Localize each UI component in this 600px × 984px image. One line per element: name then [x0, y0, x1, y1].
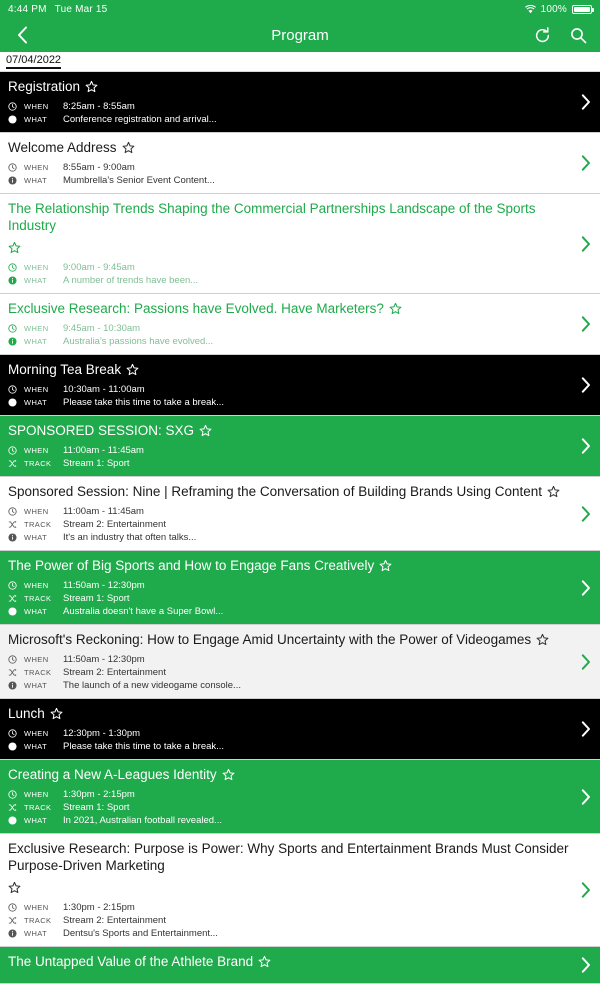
chevron-right-icon[interactable] [581, 316, 591, 332]
info-icon-wrap [8, 533, 21, 542]
star-icon[interactable] [8, 881, 21, 894]
clock-icon [8, 102, 17, 111]
shuffle-icon-wrap [8, 916, 21, 925]
session-track-row [8, 667, 572, 678]
session-disclosure-button[interactable] [581, 654, 591, 670]
session-list[interactable] [0, 72, 600, 969]
session-disclosure-button[interactable] [581, 438, 591, 454]
session-meta [8, 262, 572, 286]
star-icon[interactable] [8, 241, 21, 254]
session-row[interactable] [0, 760, 600, 834]
clock-icon [8, 446, 17, 455]
session-what-row [8, 397, 572, 408]
status-date: Tue Mar 15 [54, 3, 108, 15]
session-when: 11:00am - 11:45am [63, 506, 144, 517]
session-title-line [8, 483, 572, 503]
info-icon [8, 533, 17, 542]
nav-actions [530, 23, 590, 47]
what-label: WHAT [24, 816, 48, 825]
session-what: Australia's passions have evolved... [63, 336, 214, 347]
when-label: WHEN [24, 163, 49, 172]
session-track: Stream 1: Sport [63, 593, 130, 604]
session-title-line [8, 766, 572, 786]
session-what: Please take this time to take a break... [63, 741, 225, 752]
session-disclosure-button[interactable] [581, 236, 591, 252]
selected-date[interactable]: 07/04/2022 [6, 54, 61, 69]
session-disclosure-button[interactable] [581, 155, 591, 171]
session-what-row [8, 815, 572, 826]
session-row[interactable] [0, 133, 600, 194]
what-label: WHAT [24, 276, 48, 285]
session-meta [8, 902, 572, 939]
session-what-row [8, 336, 572, 347]
clock-icon [8, 324, 17, 333]
shuffle-icon-wrap [8, 668, 21, 677]
session-disclosure-button[interactable] [581, 789, 591, 805]
session-title-line [8, 200, 572, 259]
clock-icon-wrap [8, 507, 21, 516]
clock-icon-wrap [8, 324, 21, 333]
session-track: Stream 2: Entertainment [63, 667, 166, 678]
star-icon[interactable] [122, 141, 135, 154]
track-label: TRACK [24, 520, 52, 529]
when-label: WHEN [24, 581, 49, 590]
shuffle-icon [8, 459, 17, 468]
star-icon[interactable] [85, 80, 98, 93]
session-title-line [8, 705, 572, 725]
chevron-right-icon[interactable] [581, 438, 591, 454]
session-title-line [8, 78, 572, 98]
session-when: 11:50am - 12:30pm [63, 580, 145, 591]
session-when-row [8, 384, 572, 395]
track-label: TRACK [24, 459, 52, 468]
session-track: Stream 2: Entertainment [63, 519, 166, 530]
info-icon [8, 607, 17, 616]
session-title: Creating a New A-Leagues Identity [8, 767, 217, 782]
clock-icon [8, 163, 17, 172]
session-title-line [8, 953, 572, 973]
chevron-right-icon[interactable] [581, 654, 591, 670]
session-row[interactable] [0, 699, 600, 760]
session-what: Please take this time to take a break... [63, 397, 225, 408]
session-title: Lunch [8, 706, 45, 721]
favorite-star-button[interactable] [122, 141, 135, 159]
info-icon-wrap [8, 742, 21, 751]
favorite-star-button[interactable] [199, 424, 212, 442]
session-what-row [8, 114, 572, 125]
session-meta [8, 506, 572, 543]
session-what-row [8, 275, 572, 286]
star-icon[interactable] [379, 559, 392, 572]
favorite-star-button[interactable] [547, 485, 560, 503]
session-disclosure-button[interactable] [581, 721, 591, 737]
session-meta [8, 580, 572, 617]
star-icon[interactable] [536, 633, 549, 646]
session-what-row [8, 532, 572, 543]
session-disclosure-button[interactable] [581, 94, 591, 110]
refresh-icon [534, 27, 551, 44]
when-label: WHEN [24, 507, 49, 516]
refresh-button[interactable] [530, 23, 554, 47]
what-label: WHAT [24, 929, 48, 938]
favorite-star-button[interactable] [8, 881, 21, 899]
star-icon[interactable] [547, 485, 560, 498]
clock-icon-wrap [8, 102, 21, 111]
session-meta [8, 384, 572, 408]
session-what: Mumbrella's Senior Event Content... [63, 175, 215, 186]
session-when-row [8, 728, 572, 739]
shuffle-icon [8, 668, 17, 677]
session-title-line [8, 422, 572, 442]
session-track-row [8, 802, 572, 813]
session-when: 1:30pm - 2:15pm [63, 789, 135, 800]
session-track-row [8, 519, 572, 530]
info-icon-wrap [8, 681, 21, 690]
clock-icon-wrap [8, 655, 21, 664]
chevron-right-icon[interactable] [581, 721, 591, 737]
info-icon [8, 929, 17, 938]
favorite-star-button[interactable] [8, 241, 21, 259]
session-when-row [8, 506, 572, 517]
session-row[interactable] [0, 834, 600, 947]
session-when-row [8, 580, 572, 591]
session-what-row [8, 928, 572, 939]
clock-icon-wrap [8, 446, 21, 455]
star-icon[interactable] [50, 707, 63, 720]
session-track-row [8, 458, 572, 469]
info-icon-wrap [8, 176, 21, 185]
session-title: Sponsored Session: Nine | Reframing the Conversation of Building Brands Using Content [8, 484, 543, 499]
chevron-right-icon[interactable] [581, 882, 591, 898]
when-label: WHEN [24, 655, 49, 664]
when-label: WHEN [24, 263, 49, 272]
info-icon-wrap [8, 607, 21, 616]
session-meta [8, 728, 572, 752]
session-when-row [8, 262, 572, 273]
session-meta [8, 445, 572, 469]
clock-icon [8, 263, 17, 272]
session-when: 10:30am - 11:00am [63, 384, 145, 395]
session-row[interactable] [0, 72, 600, 133]
session-row[interactable] [0, 551, 600, 625]
session-row[interactable] [0, 947, 600, 984]
track-label: TRACK [24, 668, 52, 677]
favorite-star-button[interactable] [126, 363, 139, 381]
info-icon-wrap [8, 115, 21, 124]
info-icon-wrap [8, 929, 21, 938]
what-label: WHAT [24, 337, 48, 346]
session-when: 1:30pm - 2:15pm [63, 902, 135, 913]
session-when: 9:45am - 10:30am [63, 323, 141, 334]
favorite-star-button[interactable] [536, 633, 549, 651]
shuffle-icon [8, 916, 17, 925]
session-what: In 2021, Australian football revealed... [63, 815, 222, 826]
info-icon [8, 681, 17, 690]
session-meta [8, 101, 572, 125]
clock-icon [8, 790, 17, 799]
session-when-row [8, 654, 572, 665]
session-when-row [8, 789, 572, 800]
session-title-line [8, 631, 572, 651]
status-left [8, 4, 107, 15]
session-when: 9:00am - 9:45am [63, 262, 135, 273]
session-title-line [8, 361, 572, 381]
clock-icon [8, 507, 17, 516]
nav-bar [0, 18, 600, 52]
info-icon [8, 176, 17, 185]
clock-icon [8, 581, 17, 590]
info-icon [8, 115, 17, 124]
session-row[interactable] [0, 416, 600, 477]
clock-icon-wrap [8, 163, 21, 172]
star-icon[interactable] [222, 768, 235, 781]
shuffle-icon [8, 594, 17, 603]
session-when-row [8, 445, 572, 456]
when-label: WHEN [24, 729, 49, 738]
session-when: 11:50am - 12:30pm [63, 654, 145, 665]
star-icon[interactable] [389, 302, 402, 315]
session-what: Conference registration and arrival... [63, 114, 217, 125]
clock-icon-wrap [8, 385, 21, 394]
clock-icon-wrap [8, 903, 21, 912]
what-label: WHAT [24, 533, 48, 542]
when-label: WHEN [24, 102, 49, 111]
clock-icon [8, 655, 17, 664]
session-row[interactable] [0, 477, 600, 551]
chevron-right-icon[interactable] [581, 957, 591, 973]
favorite-star-button[interactable] [85, 80, 98, 98]
session-title-line [8, 139, 572, 159]
session-title-line [8, 300, 572, 320]
session-track: Stream 2: Entertainment [63, 915, 166, 926]
search-icon [570, 27, 587, 44]
session-what-row [8, 606, 572, 617]
session-track-row [8, 915, 572, 926]
wifi-icon [525, 5, 536, 14]
chevron-right-icon[interactable] [581, 236, 591, 252]
session-title: Exclusive Research: Purpose is Power: Why Sports and Entertainment Brands Must Consider Purpose-Driven Marketing [8, 841, 569, 873]
session-row[interactable] [0, 294, 600, 355]
clock-icon [8, 729, 17, 738]
favorite-star-button[interactable] [389, 302, 402, 320]
date-bar[interactable] [0, 52, 600, 72]
chevron-left-icon [17, 26, 28, 44]
what-label: WHAT [24, 742, 48, 751]
session-meta [8, 789, 572, 826]
shuffle-icon [8, 803, 17, 812]
session-disclosure-button[interactable] [581, 316, 591, 332]
info-icon [8, 742, 17, 751]
chevron-right-icon[interactable] [581, 789, 591, 805]
clock-icon-wrap [8, 263, 21, 272]
session-meta [8, 654, 572, 691]
when-label: WHEN [24, 903, 49, 912]
what-label: WHAT [24, 607, 48, 616]
shuffle-icon-wrap [8, 520, 21, 529]
chevron-right-icon[interactable] [581, 94, 591, 110]
clock-icon-wrap [8, 790, 21, 799]
battery-icon [572, 5, 592, 14]
session-row[interactable] [0, 625, 600, 699]
session-when: 12:30pm - 1:30pm [63, 728, 141, 739]
session-title-line [8, 557, 572, 577]
info-icon [8, 816, 17, 825]
session-when-row [8, 101, 572, 112]
what-label: WHAT [24, 176, 48, 185]
session-when: 8:25am - 8:55am [63, 101, 135, 112]
star-icon[interactable] [258, 955, 271, 968]
session-track-row [8, 593, 572, 604]
shuffle-icon-wrap [8, 594, 21, 603]
shuffle-icon-wrap [8, 459, 21, 468]
session-when-row [8, 902, 572, 913]
track-label: TRACK [24, 594, 52, 603]
what-label: WHAT [24, 398, 48, 407]
session-title: Welcome Address [8, 140, 117, 155]
session-what: Australia doesn't have a Super Bowl... [63, 606, 224, 617]
track-label: TRACK [24, 803, 52, 812]
chevron-right-icon[interactable] [581, 506, 591, 522]
session-what: The launch of a new videogame console... [63, 680, 241, 691]
session-what: A number of trends have been... [63, 275, 199, 286]
session-disclosure-button[interactable] [581, 377, 591, 393]
session-meta [8, 162, 572, 186]
star-icon[interactable] [126, 363, 139, 376]
favorite-star-button[interactable] [222, 768, 235, 786]
page-title: Program [271, 26, 329, 44]
session-track: Stream 1: Sport [63, 458, 130, 469]
session-what-row [8, 680, 572, 691]
session-what: It's an industry that often talks... [63, 532, 197, 543]
when-label: WHEN [24, 446, 49, 455]
session-row[interactable] [0, 194, 600, 294]
track-label: TRACK [24, 916, 52, 925]
session-track: Stream 1: Sport [63, 802, 130, 813]
battery-percent: 100% [540, 3, 567, 15]
session-meta [8, 323, 572, 347]
session-title: The Untapped Value of the Athlete Brand [8, 954, 254, 969]
session-title: The Relationship Trends Shaping the Commercial Partnerships Landscape of the Sports Industry [8, 201, 536, 233]
info-icon [8, 337, 17, 346]
what-label: WHAT [24, 681, 48, 690]
session-title-line [8, 840, 572, 899]
session-when-row [8, 323, 572, 334]
chevron-right-icon[interactable] [581, 377, 591, 393]
info-icon-wrap [8, 276, 21, 285]
status-right [525, 4, 592, 15]
info-icon-wrap [8, 398, 21, 407]
star-icon[interactable] [199, 424, 212, 437]
favorite-star-button[interactable] [379, 559, 392, 577]
session-title: Microsoft's Reckoning: How to Engage Amid Uncertainty with the Power of Videogames [8, 632, 532, 647]
session-disclosure-button[interactable] [581, 957, 591, 973]
session-disclosure-button[interactable] [581, 580, 591, 596]
session-when: 11:00am - 11:45am [63, 445, 144, 456]
session-disclosure-button[interactable] [581, 506, 591, 522]
session-title: Morning Tea Break [8, 362, 122, 377]
session-title: The Power of Big Sports and How to Engage Fans Creatively [8, 558, 375, 573]
session-title: SPONSORED SESSION: SXG [8, 423, 195, 438]
session-what-row [8, 741, 572, 752]
clock-icon-wrap [8, 729, 21, 738]
chevron-right-icon[interactable] [581, 580, 591, 596]
favorite-star-button[interactable] [50, 707, 63, 725]
session-when: 8:55am - 9:00am [63, 162, 135, 173]
favorite-star-button[interactable] [258, 955, 271, 973]
info-icon [8, 276, 17, 285]
status-bar [0, 0, 600, 18]
shuffle-icon-wrap [8, 803, 21, 812]
clock-icon [8, 385, 17, 394]
session-what: Dentsu's Sports and Entertainment... [63, 928, 218, 939]
session-row[interactable] [0, 355, 600, 416]
clock-icon-wrap [8, 581, 21, 590]
info-icon-wrap [8, 816, 21, 825]
shuffle-icon [8, 520, 17, 529]
session-when-row [8, 162, 572, 173]
session-disclosure-button[interactable] [581, 882, 591, 898]
session-title: Exclusive Research: Passions have Evolved. Have Marketers? [8, 301, 384, 316]
info-icon [8, 398, 17, 407]
clock-icon [8, 903, 17, 912]
back-button[interactable] [10, 23, 34, 47]
when-label: WHEN [24, 385, 49, 394]
session-title: Registration [8, 79, 81, 94]
status-time: 4:44 PM [8, 3, 47, 15]
session-what-row [8, 175, 572, 186]
what-label: WHAT [24, 115, 48, 124]
chevron-right-icon[interactable] [581, 155, 591, 171]
search-button[interactable] [566, 23, 590, 47]
info-icon-wrap [8, 337, 21, 346]
when-label: WHEN [24, 790, 49, 799]
when-label: WHEN [24, 324, 49, 333]
